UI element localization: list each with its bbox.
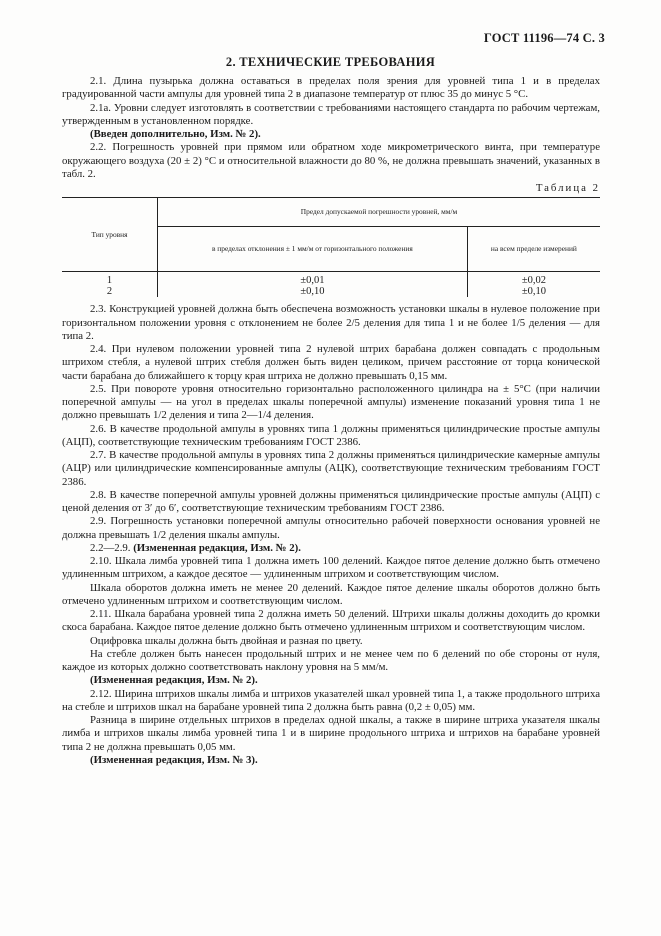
paragraph: 2.9. Погрешность установки поперечной ампулы относительно рабочей поверхности основания уровней не должна превышать 1/2 деления шкалы ампулы. [62, 515, 600, 541]
paragraph: 2.8. В качестве поперечной ампулы уровней должны применяться цилиндрические простые ампулы (АЦП) с ценой деления от 3′ до 6′, соответствующие техническим требованиям ГОСТ 2386. [62, 488, 600, 514]
cell-types: 1 2 [62, 272, 158, 298]
paragraph: 2.6. В качестве продольной ампулы в уровнях типа 1 должны применяться цилиндрические простые ампулы (АЦП), соответствующие техническим требованиям ГОСТ 2386. [62, 422, 600, 448]
paragraph: 2.5. При повороте уровня относительно горизонтально расположенного цилиндра на ± 5°С (при наличии поперечной ампулы — на угол в пределах шкалы поперечной ампулы) изменение показаний уровня типа 1 не должно превышать 1/2 деления и типа 2—1/4 деления. [62, 382, 600, 422]
cell-deviation-values: ±0,01 ±0,10 [158, 272, 468, 298]
paragraph: 2.11. Шкала барабана уровней типа 2 должна иметь 50 делений. Штрихи шкалы должны доходить до кромки скоса барабана. Каждое пятое деление должно быть отмечено удлиненным штрихом и соответствующим числом. [62, 608, 600, 634]
paragraph: 2.1а. Уровни следует изготовлять в соответствии с требованиями настоящего стандарта по рабочим чертежам, утвержденным в установленном порядке. [62, 101, 600, 127]
tolerance-table [62, 197, 600, 297]
page-header: ГОСТ 11196—74 С. 3 [483, 31, 605, 45]
table-row [62, 272, 600, 298]
paragraph: Шкала оборотов должна иметь не менее 20 делений. Каждое пятое деление шкалы оборотов должно быть отмечено удлиненным штрихом и соответствующим числом. [62, 581, 600, 607]
paragraph: (Измененная редакция, Изм. № 2). [90, 674, 258, 687]
col-header-level-type: Тип уровня [62, 198, 158, 272]
paragraph: 2.7. В качестве продольной ампулы в уровнях типа 2 должны применяться цилиндрические камерные ампулы (АЦР) или цилиндрические компенсированные ампулы (АЦК), соответствующие техническим требованиям ГОСТ 2386. [62, 449, 600, 488]
paragraph: На стебле должен быть нанесен продольный штрих и не менее чем по 6 делений по обе стороны от нуля, каждое из которых должно соответствовать наклону уровня на 5 мм/м. [62, 647, 600, 673]
paragraph: 2.4. При нулевом положении уровней типа 2 нулевой штрих барабана должен совпадать с продольным штрихом стебля, а нулевой штрих стебля должен быть виден целиком, причем расстояние от торца конической части барабана до ближайшего к торцу края штриха не должно превышать 0,15 мм. [62, 343, 600, 382]
paragraph: 2.3. Конструкцией уровней должна быть обеспечена возможность установки шкалы в нулевое положение при горизонтальном положении уровня с отклонением не более 2/5 деления для типа 1 и не более 1/5 деления — для типа 2. [62, 303, 600, 342]
paragraph: Разница в ширине отдельных штрихов в пределах одной шкалы, а также в ширине штриха указателя шкалы лимба и штрихов шкалы лимба уровней типа 1 и в ширине продольного штриха и штрихов на барабане уровней типа 2 не должна превышать 0,05 мм. [62, 714, 600, 753]
paragraph: (Введен дополнительно, Изм. № 2). [90, 128, 261, 140]
document-body [62, 75, 600, 767]
section-title: 2. ТЕХНИЧЕСКИЕ ТРЕБОВАНИЯ [225, 55, 436, 69]
paragraph: 2.1. Длина пузырька должна оставаться в пределах поля зрения для уровней типа 1 и в пределах градуированной части ампулы для уровней типа 2 в диапазоне температур от плюс 35 до минус 5 °С. [62, 75, 600, 101]
paragraphs-before-table [62, 75, 600, 181]
paragraph: 2.10. Шкала лимба уровней типа 1 должна иметь 100 делений. Каждое пятое деление должно быть отмечено удлиненным штрихом, а каждое десятое — удлиненным штрихом и соответствующим числом. [62, 555, 600, 581]
paragraph: 2.12. Ширина штрихов шкалы лимба и штрихов указателей шкал уровней типа 1, а также продольного штриха на стебле и штрихов шкал на барабане уровней типа 2 должна быть равна (0,2 ± 0,05) мм. [62, 687, 600, 713]
paragraph: 2.2—2.9. (Измененная редакция, Изм. № 2). [90, 541, 301, 554]
table-caption: Таблица 2 [535, 182, 600, 194]
col-header-full-range: на всем пределе измерений [467, 227, 600, 272]
paragraph: 2.2. Погрешность уровней при прямом или обратном ходе микрометрического винта, при температуре окружающего воздуха (20 ± 2) °С и относительной влажности до 80 %, не должна превышать значений, указанных в табл. 2. [62, 141, 600, 180]
col-group-header: Предел допускаемой погрешности уровней, мм/м [158, 198, 601, 227]
col-header-deviation: в пределах отклонения ± 1 мм/м от горизонтального положения [158, 227, 468, 272]
paragraphs-after-table [62, 303, 600, 767]
paragraph: (Измененная редакция, Изм. № 3). [90, 753, 258, 766]
cell-full-range-values: ±0,02 ±0,10 [521, 275, 546, 298]
paragraph: Оцифровка шкалы должна быть двойная и разная по цвету. [90, 634, 363, 647]
